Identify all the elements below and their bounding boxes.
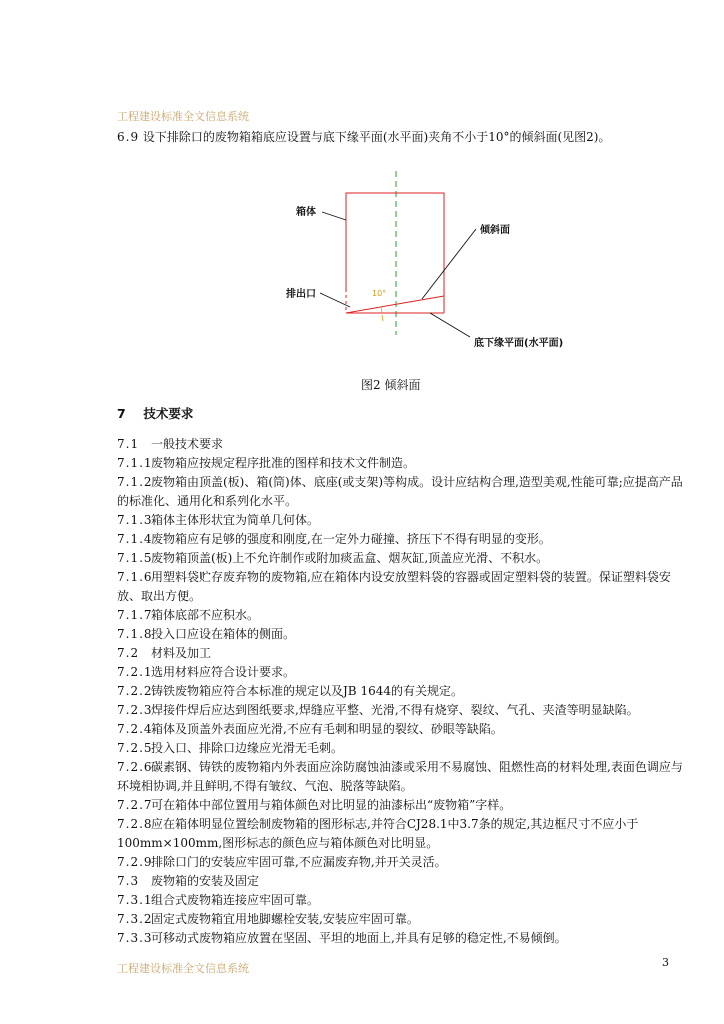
- clause-text: 废物箱由顶盖(板)、箱(筒)体、底座(或支架)等构成。设计应结构合理,造型美观,性能可靠;应提高产品的标准化、通用化和系列化水平。: [117, 475, 683, 508]
- clause-number: 7.1.1: [117, 456, 153, 470]
- clause-number: 7.2.2: [117, 684, 153, 698]
- clause-number: 7.3.3: [117, 931, 153, 945]
- clause-text: 用塑料袋贮存废弃物的废物箱,应在箱体内设安放塑料袋的容器或固定塑料袋的装置。保证塑料袋安放、取出方便。: [117, 570, 671, 603]
- clause-text: 应在箱体明显位置绘制废物箱的图形标志,并符合CJ28.1中3.7条的规定,其边框尺寸不应小于100mm×100mm,图形标志的颜色应与箱体颜色对比明显。: [117, 817, 639, 850]
- angle-arc: [381, 307, 382, 313]
- clause-text: 箱体底部不应积水。: [151, 608, 260, 622]
- clause-7-2-7: [117, 796, 687, 815]
- clause-number: 7.1.4: [117, 532, 153, 546]
- clause-text: 投入口、排除口边缘应光滑无毛刺。: [151, 741, 344, 755]
- clause-7-2: [117, 644, 687, 663]
- clause-number: 7.1.3: [117, 513, 153, 527]
- clause-number: 7.2.8: [117, 817, 153, 831]
- clause-7-1-3: [117, 511, 687, 530]
- clause-text: 可移动式废物箱应放置在坚固、平坦的地面上,并具有足够的稳定性,不易倾倒。: [151, 931, 567, 945]
- clause-number: 7.2: [117, 646, 140, 660]
- clause-6-9: [117, 128, 687, 147]
- clause-number: 7.3.2: [117, 912, 153, 926]
- clause-number: 7.1.7: [117, 608, 153, 622]
- clause-7-2-5: [117, 739, 687, 758]
- clause-text: 焊接件焊后应达到图纸要求,焊缝应平整、光滑,不得有烧穿、裂纹、气孔、夹渣等明显缺陷。: [151, 703, 639, 717]
- clause-text: 废物箱顶盖(板)上不允许制作或附加痰盂盒、烟灰缸,顶盖应光滑、不积水。: [151, 551, 549, 565]
- clause-7-1-4: [117, 530, 687, 549]
- clause-7-2-1: [117, 663, 687, 682]
- clause-text: 箱体及顶盖外表面应光滑,不应有毛刺和明显的裂纹、砂眼等缺陷。: [151, 722, 503, 736]
- section-title: 技术要求: [143, 406, 194, 421]
- clause-text: 可在箱体中部位置用与箱体颜色对比明显的油漆标出“废物箱”字样。: [151, 798, 512, 812]
- section-7-heading: [117, 404, 687, 423]
- angle-label: 10°: [372, 289, 387, 298]
- clause-number: 7.2.5: [117, 741, 153, 755]
- label-outlet: 排出口: [286, 289, 316, 300]
- figure-2-diagram: [270, 165, 590, 355]
- page-number: 3: [662, 956, 669, 969]
- clause-7-1-7: [117, 606, 687, 625]
- clause-title: 一般技术要求: [151, 437, 224, 451]
- clause-7-3-1: [117, 891, 687, 910]
- clause-number: 7.3: [117, 874, 140, 888]
- clause-number: 7.2.7: [117, 798, 153, 812]
- clause-number: 7.1.6: [117, 570, 153, 584]
- clause-7-1-8: [117, 625, 687, 644]
- clause-7-3-3: [117, 929, 687, 948]
- clause-number: 7.2.4: [117, 722, 153, 736]
- clause-number: 7.1.8: [117, 627, 153, 641]
- clause-7-1-5: [117, 549, 687, 568]
- clause-7-1-1: [117, 454, 687, 473]
- clause-title: 材料及加工: [151, 646, 212, 660]
- box-outline: [346, 193, 444, 289]
- clause-text: 选用材料应符合设计要求。: [151, 665, 296, 679]
- clause-number: 7.2.9: [117, 855, 153, 869]
- clause-number: 7.2.6: [117, 760, 153, 774]
- clause-7-2-2: [117, 682, 687, 701]
- clause-number: 7.2.1: [117, 665, 153, 679]
- clause-text: 排除口门的安装应牢固可靠,不应漏废弃物,并开关灵活。: [151, 855, 447, 869]
- clause-text: 设下排除口的废物箱箱底应设置与底下缘平面(水平面)夹角不小于10°的倾斜面(见图2)。: [142, 130, 611, 144]
- angle-tick: [382, 315, 383, 321]
- clause-text: 碳素钢、铸铁的废物箱内外表面应涂防腐蚀油漆或采用不易腐蚀、阻燃性高的材料处理,表面色调应与环境相协调,并且鲜明,不得有皱纹、气泡、脱落等缺陷。: [117, 760, 683, 793]
- label-bottom-plane: 底下缘平面(水平面): [474, 338, 564, 349]
- clause-number: 7.3.1: [117, 893, 153, 907]
- clause-7-1: [117, 435, 687, 454]
- leader-bottom: [430, 313, 470, 337]
- clause-7-2-6: [117, 758, 687, 796]
- sloped-bottom: [346, 296, 444, 313]
- clause-text: 箱体主体形状宜为简单几何体。: [151, 513, 320, 527]
- section-number: 7: [117, 406, 127, 421]
- clause-7-2-9: [117, 853, 687, 872]
- clause-number: 7.1: [117, 437, 140, 451]
- clause-number: 7.1.2: [117, 475, 153, 489]
- clause-number: 7.1.5: [117, 551, 153, 565]
- clause-title: 废物箱的安装及固定: [151, 874, 260, 888]
- clause-text: 投入口应设在箱体的侧面。: [151, 627, 296, 641]
- leader-slope: [422, 229, 476, 299]
- clause-7-1-2: [117, 473, 687, 511]
- leader-box: [322, 212, 346, 220]
- clause-7-3: [117, 872, 687, 891]
- figure-caption: 图2 倾斜面: [361, 378, 421, 392]
- clause-7-3-2: [117, 910, 687, 929]
- label-box: 箱体: [296, 207, 316, 218]
- label-slope: 倾斜面: [480, 225, 510, 236]
- clause-text: 废物箱应按规定程序批准的图样和技术文件制造。: [151, 456, 416, 470]
- clause-7-2-4: [117, 720, 687, 739]
- clause-7-2-8: [117, 815, 687, 853]
- clause-text: 固定式废物箱宜用地脚螺栓安装,安装应牢固可靠。: [151, 912, 419, 926]
- clause-text: 铸铁废物箱应符合本标准的规定以及JB 1644的有关规定。: [151, 684, 463, 698]
- watermark-bottom: 工程建设标准全文信息系统: [117, 962, 249, 975]
- clause-number: 7.2.3: [117, 703, 153, 717]
- clause-7-1-6: [117, 568, 687, 606]
- watermark-top: 工程建设标准全文信息系统: [117, 110, 249, 123]
- clause-text: 组合式废物箱连接应牢固可靠。: [151, 893, 320, 907]
- clause-7-2-3: [117, 701, 687, 720]
- clause-text: 废物箱应有足够的强度和刚度,在一定外力碰撞、挤压下不得有明显的变形。: [151, 532, 551, 546]
- clause-number: 6.9: [117, 130, 140, 144]
